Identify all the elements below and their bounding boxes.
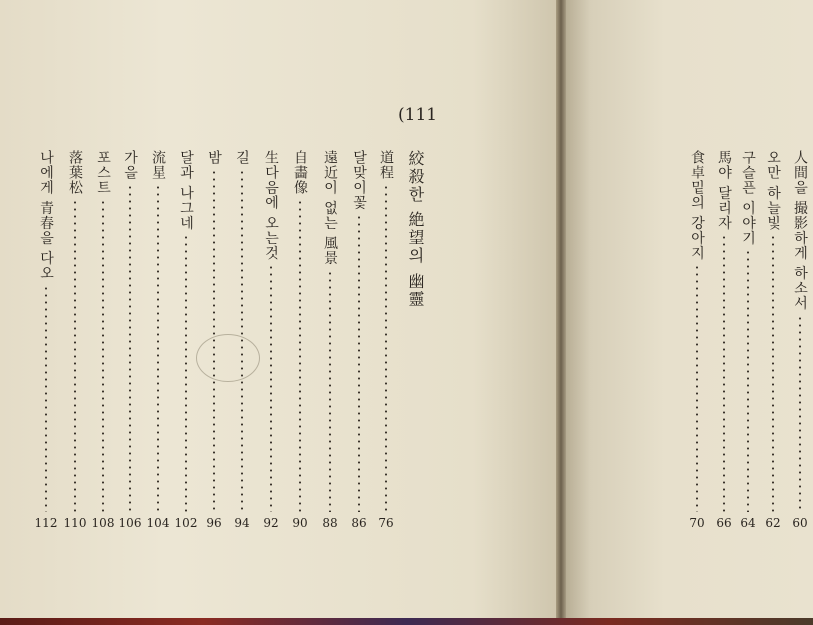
toc-entry: [350, 150, 368, 535]
toc-entry: [688, 150, 706, 535]
toc-entry-title: 밤: [206, 150, 222, 165]
toc-leader-dots: [157, 184, 159, 512]
toc-entry: [739, 150, 757, 535]
toc-entry: [94, 150, 112, 535]
book-gutter: [556, 0, 566, 625]
toc-entry-title: 流星: [150, 150, 166, 180]
toc-leader-dots: [45, 285, 47, 512]
toc-leader-dots: [270, 264, 272, 512]
toc-leader-dots: [799, 315, 801, 512]
toc-page-number: 110: [63, 516, 87, 530]
toc-entry: [377, 150, 395, 535]
toc-entry-title: 落葉松: [67, 150, 83, 195]
toc-page-number: 60: [792, 516, 808, 530]
toc-entry: [37, 150, 55, 535]
toc-entry-title: 포스트: [95, 150, 111, 195]
toc-page-number: 86: [351, 516, 367, 530]
toc-leader-dots: [696, 264, 698, 512]
toc-leader-dots: [723, 234, 725, 512]
toc-entry-title: 달맞이꽃: [351, 150, 367, 210]
toc-leader-dots: [299, 199, 301, 512]
toc-leader-dots: [747, 249, 749, 512]
toc-page-number: 92: [263, 516, 279, 530]
toc-page-number: 62: [765, 516, 781, 530]
toc-entry-title: 가을: [122, 150, 138, 180]
toc-entry: [149, 150, 167, 535]
right-page: [566, 0, 813, 625]
toc-page-number: 90: [292, 516, 308, 530]
toc-entry: [121, 150, 139, 535]
toc-page-number: 104: [146, 516, 170, 530]
toc-entry-title: 오만 하늘빛: [765, 150, 781, 231]
toc-leader-dots: [129, 184, 131, 512]
toc-entry-title: 食卓밑의 강아지: [689, 150, 705, 261]
toc-entry-title: 달과 나그네: [178, 150, 194, 231]
toc-leader-dots: [772, 234, 774, 512]
toc-entry: [321, 150, 339, 535]
toc-leader-dots: [385, 184, 387, 512]
paper-stain: [196, 334, 260, 382]
toc-entry-title: 人間을 撮影하게 하소서: [792, 150, 808, 311]
toc-leader-dots: [74, 199, 76, 512]
toc-entry-title: 길: [234, 150, 250, 165]
section-title: 絞殺한 絶望의 幽靈: [406, 150, 425, 309]
toc-page-number: 94: [234, 516, 250, 530]
toc-entry: [764, 150, 782, 535]
toc-page-number: 64: [740, 516, 756, 530]
toc-page-number: 70: [689, 516, 705, 530]
toc-page-number: 106: [118, 516, 142, 530]
toc-leader-dots: [102, 199, 104, 512]
toc-page-number: 66: [716, 516, 732, 530]
page-edge: [0, 618, 813, 625]
toc-page-number: 102: [174, 516, 198, 530]
toc-entry-title: 馬야 달리자: [716, 150, 732, 231]
toc-page-number: 96: [206, 516, 222, 530]
toc-page-number: 108: [91, 516, 115, 530]
toc-entry: [177, 150, 195, 535]
toc-entry-title: 나에게 青春을 다오: [38, 150, 54, 281]
toc-entry: [791, 150, 809, 535]
toc-entry: [66, 150, 84, 535]
section-number: (111: [398, 105, 438, 125]
toc-page-number: 112: [34, 516, 58, 530]
toc-entry: [715, 150, 733, 535]
toc-leader-dots: [358, 214, 360, 512]
toc-leader-dots: [329, 270, 331, 512]
toc-entry-title: 生다음에 오는것: [263, 150, 279, 261]
toc-entry: [291, 150, 309, 535]
toc-page-number: 88: [322, 516, 338, 530]
toc-page-number: 76: [378, 516, 394, 530]
toc-leader-dots: [185, 234, 187, 512]
toc-entry-title: 道程: [378, 150, 394, 180]
toc-entry-title: 自畵像: [292, 150, 308, 195]
toc-entry-title: 遠近이 없는 風景: [322, 150, 338, 266]
toc-entry: [262, 150, 280, 535]
toc-entry-title: 구슬픈 이야기: [740, 150, 756, 246]
